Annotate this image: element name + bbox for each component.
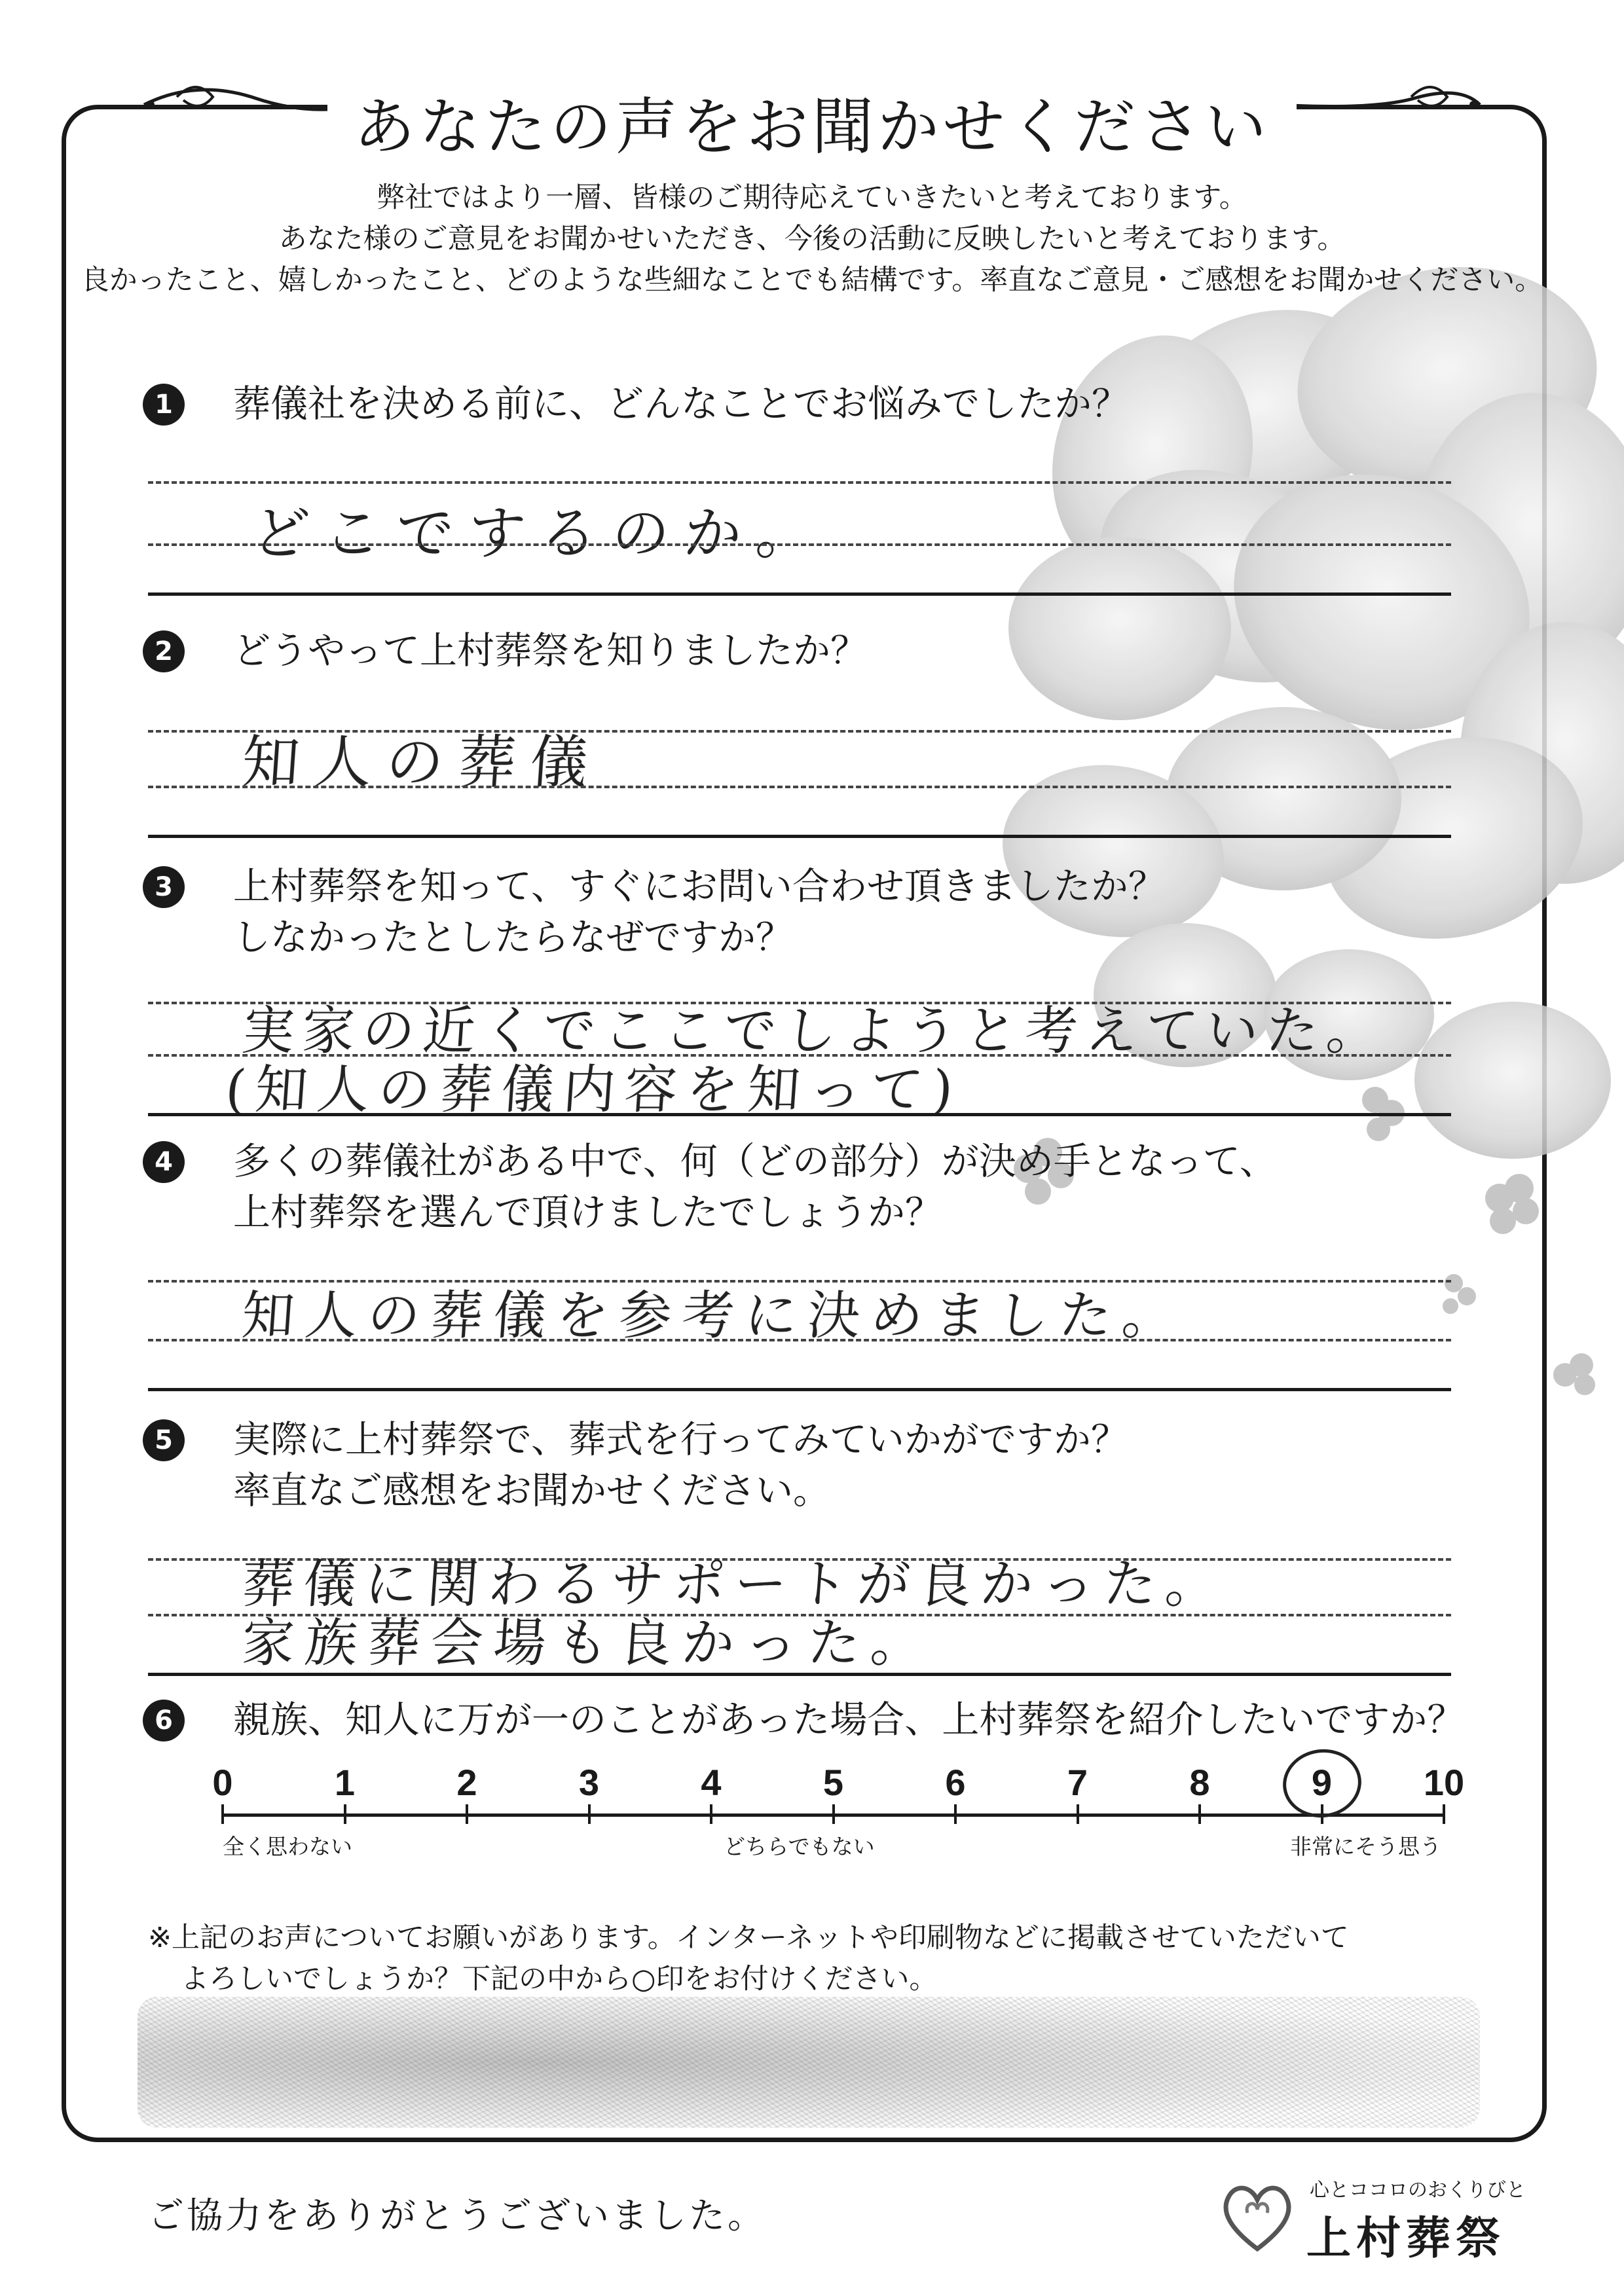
scale-label-mid: どちらでもない — [724, 1834, 875, 1859]
scale-tick — [710, 1804, 712, 1824]
section-divider — [148, 1113, 1451, 1116]
question-text: 上村葬祭を知って、すぐにお問い合わせ頂きましたか？ — [233, 865, 1166, 908]
section-divider — [148, 1673, 1451, 1676]
question-text: 実際に上村葬祭で、葬式を行ってみていかがですか？ — [233, 1418, 1128, 1461]
form-title: あなたの声をお聞かせください — [0, 77, 1624, 166]
handwritten-answer-4: 知人の葬儀を参考に決めました。 — [240, 1285, 1187, 1346]
question-number-badge: 1 — [143, 384, 185, 426]
question-number-badge: 2 — [143, 630, 185, 672]
redacted-area — [138, 1997, 1480, 2128]
scale-tick — [1077, 1804, 1079, 1824]
question-text: 多くの葬儀社がある中で、何（どの部分）が決め手となって、 — [233, 1140, 1277, 1183]
scale-tick — [221, 1804, 224, 1824]
answer-line — [148, 543, 1451, 546]
thanks-message: ご協力をありがとうございました。 — [148, 2195, 767, 2236]
scale-label-low: 全く思わない — [223, 1834, 352, 1859]
intro-line-3: 良かったこと、嬉しかったこと、どのような些細なことでも結構です。率直なご意見・ご感想をお聞かせください。 — [81, 264, 1543, 297]
section-divider — [148, 835, 1451, 838]
scale-number-8[interactable]: 8 — [1189, 1762, 1210, 1803]
section-divider — [148, 592, 1451, 596]
scale-number-10[interactable]: 10 — [1423, 1762, 1465, 1803]
scale-number-7[interactable]: 7 — [1067, 1762, 1088, 1803]
scale-tick — [588, 1804, 591, 1824]
scale-number-5[interactable]: 5 — [822, 1762, 844, 1803]
scale-number-2[interactable]: 2 — [456, 1762, 477, 1803]
handwritten-answer-5a: 葬儀に関わるサポートが良かった。 — [240, 1554, 1229, 1614]
answer-line — [148, 786, 1451, 788]
scale-tick — [832, 1804, 835, 1824]
handwritten-answer-1: どこでするのか。 — [249, 500, 831, 567]
question-number-badge: 3 — [143, 866, 185, 908]
scale-number-4[interactable]: 4 — [701, 1762, 722, 1803]
answer-line — [148, 481, 1451, 484]
question-text: どうやって上村葬祭を知りましたか？ — [233, 629, 868, 672]
publication-note-line-1: ※上記のお声についてお願いがあります。インターネットや印刷物などに掲載させていただいて — [148, 1922, 1349, 1954]
intro-line-1: 弊社ではより一層、皆様のご期待応えていきたいと考えております。 — [377, 181, 1247, 214]
scale-number-0[interactable]: 0 — [212, 1762, 233, 1803]
intro-line-2: あなた様のご意見をお聞かせいただき、今後の活動に反映したいと考えております。 — [278, 223, 1346, 255]
question-number-badge: 5 — [143, 1419, 185, 1461]
handwritten-answer-3b: (知人の葬儀内容を知って) — [223, 1059, 965, 1120]
question-text: 葬儀社を決める前に、どんなことでお悩みでしたか？ — [233, 382, 1129, 426]
answer-line — [148, 1339, 1451, 1341]
heart-logo-icon — [1218, 2174, 1297, 2259]
question-text: 率直なご感想をお聞かせください。 — [233, 1469, 830, 1512]
scale-number-9[interactable]: 9 — [1311, 1762, 1333, 1803]
scale-tick — [466, 1804, 468, 1824]
question-text: しなかったとしたらなぜですか？ — [233, 916, 793, 959]
handwritten-answer-3a: 実家の近くでここでしようと考えていた。 — [240, 1000, 1389, 1061]
logo-tagline: 心とココロのおくりびと — [1310, 2179, 1526, 2202]
question-text: 上村葬祭を選んで頂けましたでしょうか？ — [233, 1191, 942, 1234]
section-divider — [148, 1388, 1451, 1391]
scale-tick — [1198, 1804, 1201, 1824]
handwritten-answer-2: 知人の葬儀 — [239, 729, 605, 796]
scale-number-1[interactable]: 1 — [334, 1762, 356, 1803]
scale-tick — [1443, 1804, 1445, 1824]
scale-label-high: 非常にそう思う — [1290, 1834, 1441, 1859]
question-text: 親族、知人に万が一のことがあった場合、上村葬祭を紹介したいですか？ — [233, 1698, 1465, 1741]
scale-tick — [954, 1804, 957, 1824]
scale-number-3[interactable]: 3 — [578, 1762, 600, 1803]
question-number-badge: 6 — [143, 1700, 185, 1741]
scale-tick — [344, 1804, 346, 1824]
question-number-badge: 4 — [143, 1141, 185, 1183]
handwritten-answer-5b: 家族葬会場も良かった。 — [240, 1613, 936, 1673]
logo-name: 上村葬祭 — [1306, 2213, 1506, 2265]
scale-number-6[interactable]: 6 — [945, 1762, 966, 1803]
publication-note-line-2: よろしいでしょうか？下記の中から○印をお付けください。 — [181, 1963, 938, 1995]
